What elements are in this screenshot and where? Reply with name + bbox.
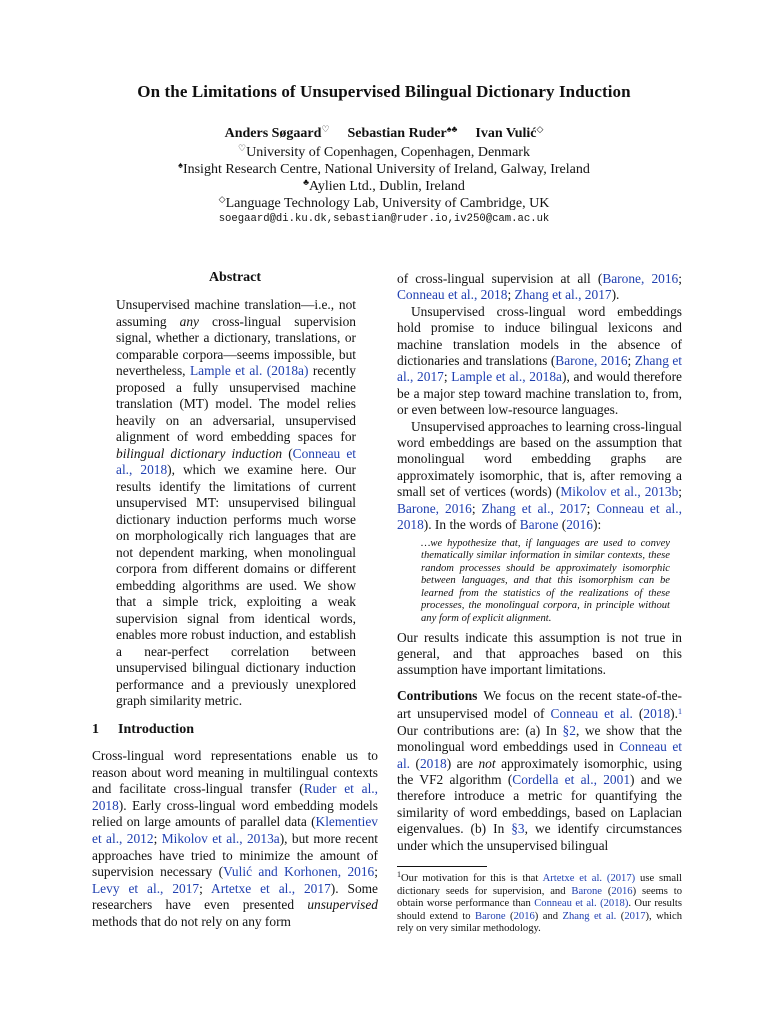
affiliation-text: Language Technology Lab, University of Cambridge, UK (225, 196, 550, 211)
citation-link[interactable]: 2017 (624, 910, 646, 922)
introduction-paragraph: Cross-lingual word representations enable us to reason about word meaning in multilingual contexts and facilitate cross-lingual transfer (Ruder et al., 2018). Early cross-lingual word embedding models relied on large amounts of parallel data (Klementiev et al., 2012; Mikolov et al., 2013a), but more recent approaches have tried to minimize the amount of supervision necessary (Vulić and Korhonen, 2016; Levy et al., 2017; Artetxe et al., 2017). Some researchers have even presented unsupervised methods that do not rely on any form (92, 748, 379, 929)
footnote-link[interactable]: 1 (677, 707, 682, 717)
citation-link[interactable]: Conneau et al., 2018 (116, 445, 356, 477)
citation-link[interactable]: Levy et al., 2017 (92, 880, 200, 896)
citation-link[interactable]: Zhang et al. (562, 910, 617, 922)
citation-link[interactable]: Vulić and Korhonen, 2016 (223, 864, 375, 880)
citation-link[interactable]: 2018 (643, 706, 671, 722)
citation-link[interactable]: Zhang et al., 2017 (514, 287, 612, 303)
citation-link[interactable]: Conneau et al. (397, 739, 682, 771)
citation-link[interactable]: Conneau et al., 2018 (397, 500, 682, 533)
affiliation (0, 194, 768, 212)
author-list (0, 124, 768, 142)
affiliation (0, 177, 768, 195)
author-emails: soegaard@di.ku.dk,sebastian@ruder.io,iv250@cam.ac.uk (218, 213, 550, 225)
citation-link[interactable]: Artetxe et al., 2017 (211, 880, 331, 896)
section-heading (92, 722, 378, 738)
citation-link[interactable]: Zhang et al., 2017 (397, 353, 682, 385)
paper-title: On the Limitations of Unsupervised Bilingual Dictionary Induction (137, 82, 631, 101)
affiliation-text: Aylien Ltd., Dublin, Ireland (309, 179, 465, 194)
affiliation-text: Insight Research Centre, National University of Ireland, Galway, Ireland (182, 162, 590, 177)
citation-link[interactable]: Barone (571, 885, 602, 897)
citation-link[interactable]: Barone, 2016 (555, 353, 628, 369)
contributions-paragraph: Contributions We focus on the recent state-of-the-art unsupervised model of Conneau et al. (2018).$^1$ Our contributions are: (a) In §2, we show that the monolingual word embeddings used in Conneau et al. (2018) are not approximately isomorphic, using the VF2 algorithm (Cordella et al., 2001) and we therefore introduce a metric for quantifying the similarity of word embeddings, based on Laplacian eigenvalues. (b) In §3, we identify circumstances under which the unsupervised bilingual (397, 687, 682, 853)
citation-link[interactable]: Barone, 2016 (602, 271, 679, 286)
paragraph: Unsupervised approaches to learning cross-lingual word embeddings are based on the assumption that monolingual word embedding graphs are approximately isomorphic, that is, after removing a small set of vertices (words) (Mikolov et al., 2013b; Barone, 2016; Zhang et al., 2017; Conneau et al., 2018). In the words of Barone (2016): (397, 418, 683, 533)
affiliation-text: University of Copenhagen, Copenhagen, Denmark (246, 145, 530, 160)
citation-link[interactable]: Mikolov et al., 2013a (161, 830, 280, 846)
citation-link[interactable]: 2016 (611, 885, 633, 897)
section-number: 1 (92, 722, 99, 737)
affiliation-mark: ♠ (178, 160, 183, 170)
affiliation (0, 143, 768, 161)
citation-link[interactable]: Barone, 2016 (397, 500, 472, 516)
citation-link[interactable]: Zhang et al., 2017 (481, 500, 587, 516)
citation-link[interactable]: Ruder et al., 2018 (92, 781, 378, 813)
citation-link[interactable]: Conneau et al. (2018) (534, 898, 629, 910)
right-column (397, 271, 682, 854)
block-quote: …we hypothesize that, if languages are used to convey thematically similar information in similar contexts, these random processes should be approximately isomorphic between languages, and that this isomorphism can be learned from the statistics of the realizations of these processes, the monolingual corpora, in principle without any form of explicit alignment. (421, 537, 670, 625)
affiliation-mark: ♡ (321, 124, 330, 134)
author-name: Ivan Vulić (475, 126, 537, 141)
citation-link[interactable]: 2016 (566, 517, 593, 533)
paragraph: Our results indicate this assumption is not true in general, and that approaches based on this assumption have important limitations. (397, 629, 682, 678)
abstract-heading: Abstract (208, 270, 262, 285)
citation-link[interactable]: Lample et al. (2018a) (189, 363, 309, 378)
citation-link[interactable]: Conneau et al., 2018 (397, 287, 508, 303)
affiliation-mark: ◇ (218, 194, 226, 204)
affiliation-mark: ♡ (238, 143, 247, 153)
citation-link[interactable]: 2018 (419, 755, 447, 771)
author-name: Anders Søgaard (224, 126, 322, 141)
citation-link[interactable]: Conneau et al. (550, 706, 633, 722)
section-title: Introduction (118, 722, 194, 737)
paragraph-heading: Contributions (397, 687, 478, 703)
abstract-body: Unsupervised machine translation—i.e., not assuming any cross-lingual supervision signal, whether a dictionary, translations, or comparable corpora—seems impossible, but nevertheless, Lample et al. (2018a) recently proposed a fully unsupervised machine translation (MT) model. The model relies heavily on an adversarial, unsupervised alignment of word embedding spaces for bilingual dictionary induction (Conneau et al., 2018), which we examine here. Our results identify the limitations of current unsupervised MT: unsupervised bilingual dictionary induction performs much worse on morphologically rich languages that are not dependent marking, when monolingual corpora from different domains or different embedding algorithms are used. We show that a simple trick, exploiting a weak supervision signal from identical words, enables more robust induction, and establish a near-perfect correlation between unsupervised bilingual dictionary induction performance and a previously unexplored graph similarity metric. (116, 297, 356, 708)
affiliation-mark: ♣ (303, 177, 310, 187)
citation-link[interactable]: 2016 (513, 910, 535, 922)
footnote: $^1$Our motivation for this is that Artetxe et al. (2017) use small dictionary seeds for supervision, and Barone (2016) seems to obtain worse performance than Conneau et al. (2018). Our results should extend to Barone (2016) and Zhang et al. (2017), which rely on very similar methodology. (397, 870, 682, 935)
author-name: Sebastian Ruder (347, 126, 447, 141)
citation-link[interactable]: Klementiev et al., 2012 (92, 814, 378, 846)
citation-link[interactable]: Lample et al., 2018a (451, 369, 562, 385)
affiliation-mark: ♠♣ (446, 124, 458, 134)
footnote-divider (397, 866, 487, 867)
paragraph: of cross-lingual supervision at all (Barone, 2016; Conneau et al., 2018; Zhang et al., 2017). (397, 271, 682, 303)
section-link[interactable]: §3 (511, 821, 525, 837)
paragraph: Unsupervised cross-lingual word embeddings hold promise to induce bilingual lexicons and machine translation models in the absence of dictionaries and translations (Barone, 2016; Zhang et al., 2017; Lample et al., 2018a), and would therefore be a major step toward machine translation to, from, or even between low-resource languages. (397, 303, 682, 418)
citation-link[interactable]: Barone (475, 910, 506, 922)
citation-link[interactable]: Cordella et al., 2001 (512, 771, 631, 787)
affiliation (0, 160, 768, 178)
citation-link[interactable]: Barone (519, 517, 559, 533)
citation-link[interactable]: Artetxe et al. (2017) (542, 873, 636, 884)
footnote-mark: 1 (397, 870, 401, 879)
citation-link[interactable]: Mikolov et al., 2013b (560, 484, 679, 500)
section-link[interactable]: §2 (562, 722, 576, 738)
affiliation-mark: ◇ (536, 124, 544, 134)
